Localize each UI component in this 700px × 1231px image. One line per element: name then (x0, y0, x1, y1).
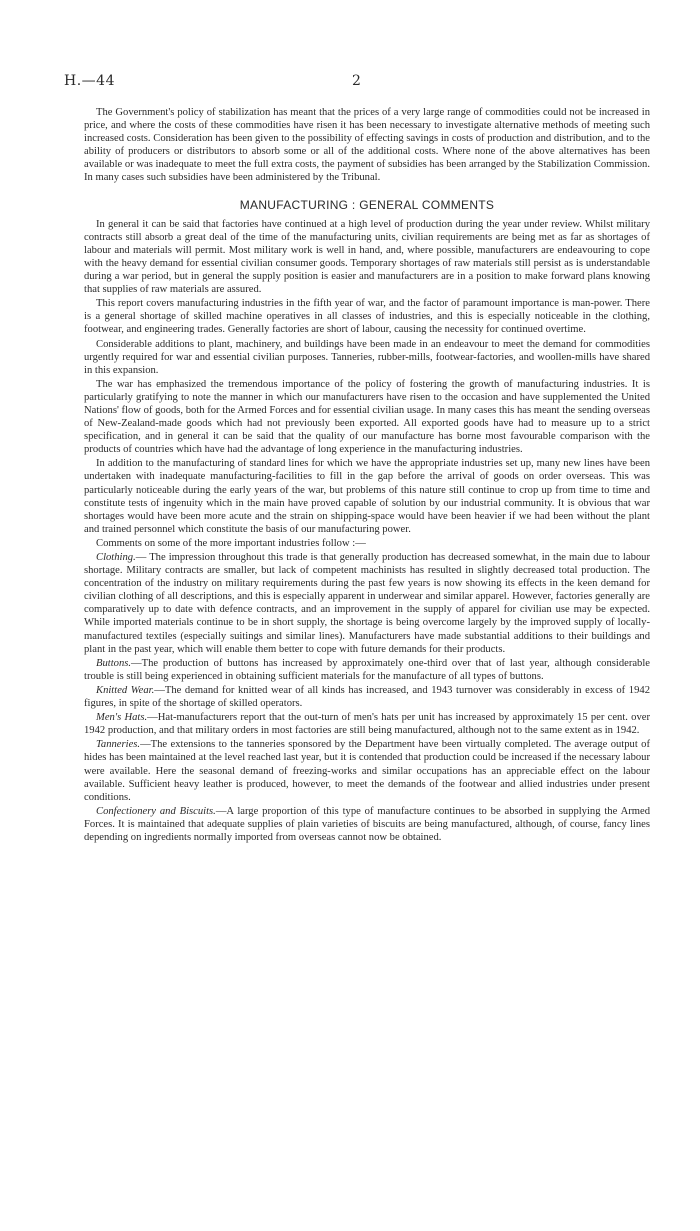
document-body (84, 106, 650, 844)
topic-text: —The demand for knitted wear of all kinds has increased, and 1943 turnover was considerably in excess of 1942 figures, in spite of the shortage of skilled operators. (84, 684, 650, 710)
topic-title: Tanneries. (96, 739, 141, 751)
topic-text: —The production of buttons has increased by approximately one-third over that of last year, although considerable trouble is still being experienced in obtaining sufficient materials for the manufacture of all types of buttons. (84, 657, 650, 682)
body-paragraph: This report covers manufacturing industries in the fifth year of war, and the factor of paramount importance is man-power. There is a general shortage of skilled machine operatives in all classes of industries, and this is especially noticeable in the clothing, footwear, and engineering trades. Generally factories are short of labour, causing the necessity for continued overtime. (84, 298, 650, 336)
section-heading: MANUFACTURING : GENERAL COMMENTS (239, 197, 495, 212)
topic-title: Men's Hats. (96, 712, 148, 724)
topic-knitted-wear (84, 684, 650, 710)
topic-text: —A large proportion of this type of manufacture continues to be absorbed in supplying the Armed Forces. It is maintained that adequate supplies of plain varieties of biscuits are being manufactured, although, of course, fancy lines depending on ingredients normally imported from overseas cannot now be obtained. (84, 805, 650, 843)
topic-title: Confectionery and Biscuits. (96, 805, 216, 817)
body-paragraph: In addition to the manufacturing of standard lines for which we have the appropriate industries set up, many new lines have been undertaken with inadequate manufacturing-facilities to fill in the gap before the arrival of goods on order overseas. This was particularly noticeable during the early years of the war, but problems of this nature still continue to crop up from time to time and constitute tests of ingenuity which in the main have proved capable of solution by our industrial community. It is obvious that war shortages would have been more acute and the strain on shipping-space would have been heavier if we had been without the plant and trained personnel which constitute the basis of our manufacturing power. (84, 458, 650, 535)
topic-text: —Hat-manufacturers report that the out-turn of men's hats per unit has increased by approximately 15 per cent. over 1942 production, and that military orders in most factories are still being manufactured, although not to the same extent as in 1942. (84, 712, 650, 737)
topic-text: —The extensions to the tanneries sponsored by the Department have been virtually completed. The average output of hides has been maintained at the level reached last year, but it is contended that production could be increased if the necessary labour were available. Here the seasonal demand of freezing-works and similar occupations has an appreciable effect on the labour available. Sufficient heavy leather is produced, however, to meet the demands of the footwear and allied industries under present conditions. (84, 739, 650, 803)
topic-clothing (84, 551, 650, 656)
page-number: 2 (352, 73, 361, 89)
intro-paragraph: The Government's policy of stabilization has meant that the prices of a very large range of commodities could not be increased in price, and where the costs of these commodities have risen it has been necessary to investigate alternative methods of meeting such increased costs. Consideration has been given to the possibility of effecting savings in costs of production and distribution, and to the ability of producers or distributors to absorb some or all of the additional costs. Where none of the above alternatives has been available or was inadequate to meet the full extra costs, the payment of subsidies has been arranged by the Stabilization Commission. In many cases such subsidies have been administered by the Tribunal. (84, 107, 650, 184)
body-paragraph: Considerable additions to plant, machinery, and buildings have been made in an endeavour to meet the demand for commodities urgently required for war and essential civilian purposes. Tanneries, rubber-mills, footwear-factories, and woollen-mills have shared in this expansion. (84, 338, 650, 376)
topic-buttons (84, 657, 650, 683)
topic-mens-hats (84, 711, 650, 737)
body-paragraph: In general it can be said that factories have continued at a high level of production during the year under review. Whilst military contracts still absorb a great deal of the time of the manufacturing units, civilian requirements are being met as far as shortages of labour and materials will permit. Most military work is well in hand, and, where possible, manufacturers are endeavouring to cope with the heavy demand for essential civilian consumer goods. Temporary shortages of raw materials still persist as is understandable during a war period, but in general the supply position is easier and manufacturers are in a position to make forward plans knowing that supplies of raw materials are assured. (84, 218, 650, 296)
document-id: H.—44 (64, 73, 115, 89)
topic-tanneries (84, 738, 650, 803)
body-paragraph: The war has emphasized the tremendous importance of the policy of fostering the growth of manufacturing industries. It is particularly gratifying to note the manner in which our manufacturers have risen to the occasion and have supplemented the United Nations' flow of goods, both for the Armed Forces and for essential civilian usage. In many cases this has meant the sending overseas of New-Zealand-made goods which had not previously been exported. All exported goods have had to measure up to a strict specification, and in general it can be said that the quality of our manufacture has borne most favourable comparison with the products of countries which have had the advantage of long experience in the manufacturing industries. (84, 378, 650, 456)
topic-text: — The impression throughout this trade is that generally production has decreased somewhat, in the main due to labour shortage. Military contracts are smaller, but lack of competent machinists has resulted in slightly decreased total production. The concentration of the industry on military requirements during the past few years is now showing its effects in the keen demand for civilian clothing of all descriptions, and this is especially apparent in underwear and similar apparel. However, factories generally are comparatively up to date with defence contracts, and an improvement in the supply of apparel for civilian use may be expected. While imported materials continue to be in short supply, the shortage is being overcome largely by the improved supply of locally-manufactured textiles (especially suitings and similar lines). Manufacturers have made substantial additions to their buildings and plant in the past year, which will enable them better to cope with future demands for their products. (84, 552, 650, 655)
topic-title: Knitted Wear. (96, 684, 155, 696)
topic-title: Buttons. (96, 657, 132, 669)
topic-confectionery (84, 805, 650, 844)
topic-title: Clothing. (96, 552, 136, 563)
body-paragraph: Comments on some of the more important industries follow :— (96, 537, 366, 549)
